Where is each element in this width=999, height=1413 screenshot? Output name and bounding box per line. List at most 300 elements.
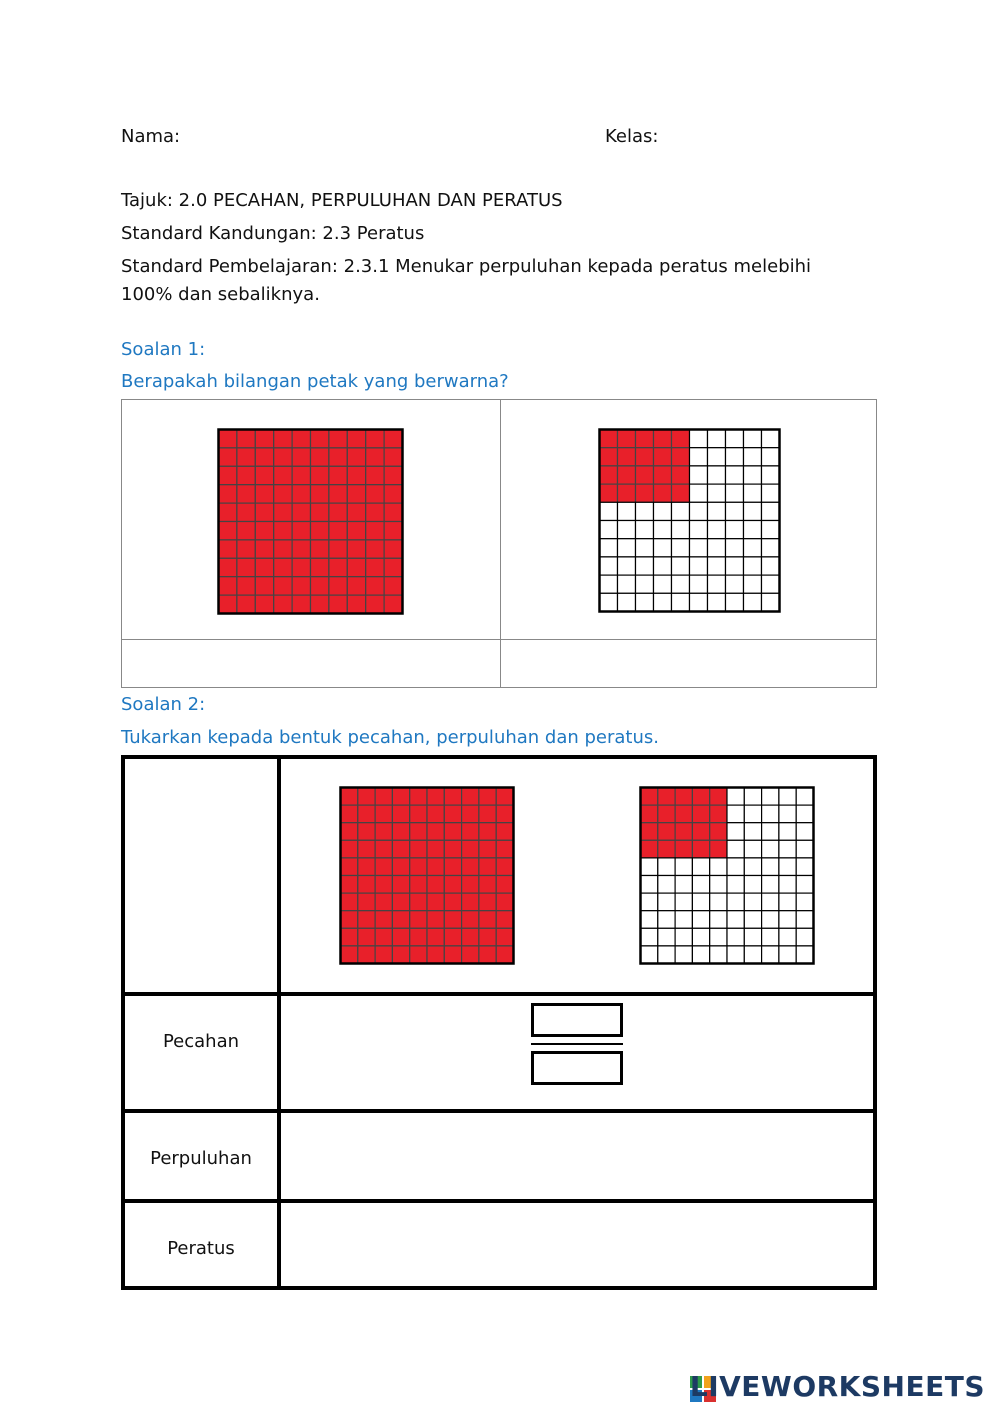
shaded-square xyxy=(311,595,329,613)
shaded-square xyxy=(255,595,273,613)
shaded-square xyxy=(462,823,479,841)
shaded-square xyxy=(636,466,654,484)
shaded-square xyxy=(274,558,292,576)
shaded-square xyxy=(392,911,409,929)
question1-title: Soalan 1: xyxy=(121,339,206,360)
shaded-square xyxy=(479,946,496,964)
shaded-square xyxy=(292,595,310,613)
empty-square xyxy=(779,928,796,946)
shaded-square xyxy=(392,805,409,823)
shaded-square xyxy=(462,840,479,858)
empty-square xyxy=(675,876,692,894)
shaded-square xyxy=(255,522,273,540)
shaded-square xyxy=(375,840,392,858)
empty-square xyxy=(779,946,796,964)
empty-square xyxy=(744,466,762,484)
empty-square xyxy=(690,521,708,539)
shaded-square xyxy=(311,485,329,503)
shaded-square xyxy=(496,946,513,964)
shaded-square xyxy=(255,485,273,503)
shaded-square xyxy=(358,840,375,858)
shaded-square xyxy=(341,788,358,806)
empty-square xyxy=(727,946,744,964)
empty-square xyxy=(618,575,636,593)
shaded-square xyxy=(496,788,513,806)
shaded-square xyxy=(672,448,690,466)
shaded-square xyxy=(274,448,292,466)
shaded-square xyxy=(427,840,444,858)
row-label-peratus: Peratus xyxy=(167,1238,235,1259)
percent-answer-field[interactable] xyxy=(283,1207,873,1285)
empty-square xyxy=(641,946,658,964)
shaded-square xyxy=(375,876,392,894)
shaded-square xyxy=(444,788,461,806)
empty-square xyxy=(692,911,709,929)
empty-square xyxy=(726,502,744,520)
shaded-square xyxy=(479,928,496,946)
shaded-square xyxy=(384,522,402,540)
shaded-square xyxy=(237,577,255,595)
shaded-square xyxy=(237,558,255,576)
empty-square xyxy=(672,575,690,593)
empty-square xyxy=(762,593,780,611)
shaded-square xyxy=(255,558,273,576)
empty-square xyxy=(762,557,780,575)
shaded-square xyxy=(358,911,375,929)
empty-square xyxy=(692,893,709,911)
shaded-square xyxy=(347,577,365,595)
empty-square xyxy=(672,502,690,520)
empty-square xyxy=(726,521,744,539)
shaded-square xyxy=(462,788,479,806)
shaded-square xyxy=(479,788,496,806)
shaded-square xyxy=(274,540,292,558)
shaded-square xyxy=(329,503,347,521)
empty-square xyxy=(600,502,618,520)
shaded-square xyxy=(255,540,273,558)
shaded-square xyxy=(384,466,402,484)
empty-square xyxy=(796,893,813,911)
learning-standard-text: Standard Pembelajaran: 2.3.1 Menukar perpuluhan kepada peratus melebihi xyxy=(121,256,812,277)
empty-square xyxy=(796,858,813,876)
shaded-square xyxy=(710,805,727,823)
empty-square xyxy=(727,823,744,841)
empty-square xyxy=(727,788,744,806)
shaded-square xyxy=(237,540,255,558)
empty-square xyxy=(618,593,636,611)
empty-square xyxy=(708,430,726,448)
shaded-square xyxy=(219,577,237,595)
shaded-square xyxy=(392,788,409,806)
empty-square xyxy=(708,502,726,520)
empty-square xyxy=(672,593,690,611)
hundred-grid-full xyxy=(339,786,515,965)
shaded-square xyxy=(410,876,427,894)
table-divider xyxy=(125,1199,873,1203)
empty-square xyxy=(658,876,675,894)
shaded-square xyxy=(392,928,409,946)
shaded-square xyxy=(618,430,636,448)
shaded-square xyxy=(658,823,675,841)
empty-square xyxy=(796,788,813,806)
empty-square xyxy=(762,805,779,823)
shaded-square xyxy=(444,823,461,841)
shaded-square xyxy=(274,595,292,613)
shaded-square xyxy=(672,430,690,448)
empty-square xyxy=(708,539,726,557)
shaded-square xyxy=(692,805,709,823)
shaded-square xyxy=(358,788,375,806)
shaded-square xyxy=(347,558,365,576)
shaded-square xyxy=(329,485,347,503)
shaded-square xyxy=(496,805,513,823)
shaded-square xyxy=(358,928,375,946)
empty-square xyxy=(762,575,780,593)
empty-square xyxy=(654,575,672,593)
shaded-square xyxy=(341,805,358,823)
shaded-square xyxy=(641,823,658,841)
shaded-square xyxy=(496,928,513,946)
shaded-square xyxy=(444,893,461,911)
empty-square xyxy=(744,593,762,611)
shaded-square xyxy=(358,823,375,841)
shaded-square xyxy=(341,858,358,876)
empty-square xyxy=(690,430,708,448)
shaded-square xyxy=(427,788,444,806)
empty-square xyxy=(727,911,744,929)
shaded-square xyxy=(375,858,392,876)
topic-text: Tajuk: 2.0 PECAHAN, PERPULUHAN DAN PERATUS xyxy=(121,190,563,211)
shaded-square xyxy=(219,485,237,503)
shaded-square xyxy=(462,946,479,964)
question1-table xyxy=(121,399,877,688)
answer-field-2[interactable] xyxy=(503,642,875,686)
shaded-square xyxy=(692,788,709,806)
empty-square xyxy=(726,466,744,484)
empty-square xyxy=(762,448,780,466)
shaded-square xyxy=(341,928,358,946)
empty-square xyxy=(672,539,690,557)
shaded-square xyxy=(462,928,479,946)
shaded-square xyxy=(347,595,365,613)
empty-square xyxy=(744,788,761,806)
shaded-square xyxy=(292,540,310,558)
empty-square xyxy=(762,876,779,894)
shaded-square xyxy=(347,503,365,521)
empty-square xyxy=(658,858,675,876)
shaded-square xyxy=(274,577,292,595)
shaded-square xyxy=(358,876,375,894)
empty-square xyxy=(658,946,675,964)
shaded-square xyxy=(479,876,496,894)
empty-square xyxy=(618,539,636,557)
shaded-square xyxy=(462,876,479,894)
empty-square xyxy=(727,858,744,876)
shaded-square xyxy=(311,503,329,521)
shaded-square xyxy=(618,484,636,502)
shaded-square xyxy=(392,840,409,858)
empty-square xyxy=(710,946,727,964)
shaded-square xyxy=(462,911,479,929)
shaded-square xyxy=(219,540,237,558)
shaded-square xyxy=(341,946,358,964)
shaded-square xyxy=(641,840,658,858)
hundred-grid-partial xyxy=(639,786,815,965)
shaded-square xyxy=(392,876,409,894)
shaded-square xyxy=(375,946,392,964)
shaded-square xyxy=(347,540,365,558)
shaded-square xyxy=(444,805,461,823)
shaded-square xyxy=(366,430,384,448)
empty-square xyxy=(762,539,780,557)
shaded-square xyxy=(636,430,654,448)
shaded-square xyxy=(255,466,273,484)
shaded-square xyxy=(654,484,672,502)
shaded-square xyxy=(658,805,675,823)
shaded-square xyxy=(618,466,636,484)
empty-square xyxy=(654,502,672,520)
empty-square xyxy=(658,893,675,911)
shaded-square xyxy=(358,946,375,964)
empty-square xyxy=(744,928,761,946)
empty-square xyxy=(727,893,744,911)
empty-square xyxy=(744,911,761,929)
shaded-square xyxy=(392,946,409,964)
shaded-square xyxy=(658,840,675,858)
shaded-square xyxy=(366,503,384,521)
empty-square xyxy=(690,502,708,520)
shaded-square xyxy=(410,946,427,964)
shaded-square xyxy=(311,430,329,448)
shaded-square xyxy=(219,430,237,448)
shaded-square xyxy=(427,876,444,894)
empty-square xyxy=(692,876,709,894)
shaded-square xyxy=(255,448,273,466)
empty-square xyxy=(675,893,692,911)
empty-square xyxy=(796,876,813,894)
shaded-square xyxy=(444,876,461,894)
shaded-square xyxy=(347,430,365,448)
table-divider xyxy=(125,1109,873,1113)
empty-square xyxy=(675,858,692,876)
question2-prompt: Tukarkan kepada bentuk pecahan, perpuluhan dan peratus. xyxy=(121,727,659,748)
empty-square xyxy=(600,539,618,557)
empty-square xyxy=(675,928,692,946)
shaded-square xyxy=(255,577,273,595)
empty-square xyxy=(762,430,780,448)
shaded-square xyxy=(219,558,237,576)
empty-square xyxy=(762,946,779,964)
shaded-square xyxy=(219,466,237,484)
empty-square xyxy=(708,575,726,593)
shaded-square xyxy=(496,911,513,929)
shaded-square xyxy=(427,946,444,964)
empty-square xyxy=(600,521,618,539)
empty-square xyxy=(636,521,654,539)
shaded-square xyxy=(462,893,479,911)
empty-square xyxy=(779,823,796,841)
shaded-square xyxy=(219,448,237,466)
shaded-square xyxy=(600,466,618,484)
shaded-square xyxy=(427,823,444,841)
hundred-grid-partial xyxy=(598,428,781,613)
denominator-input[interactable] xyxy=(531,1051,623,1085)
shaded-square xyxy=(219,595,237,613)
shaded-square xyxy=(292,558,310,576)
empty-square xyxy=(762,484,780,502)
shaded-square xyxy=(479,858,496,876)
empty-square xyxy=(744,946,761,964)
shaded-square xyxy=(375,928,392,946)
shaded-square xyxy=(366,577,384,595)
empty-square xyxy=(762,858,779,876)
empty-square xyxy=(710,858,727,876)
shaded-square xyxy=(710,840,727,858)
empty-square xyxy=(692,946,709,964)
shaded-square xyxy=(410,893,427,911)
empty-square xyxy=(796,840,813,858)
shaded-square xyxy=(654,448,672,466)
shaded-square xyxy=(375,788,392,806)
empty-square xyxy=(690,466,708,484)
empty-square xyxy=(727,840,744,858)
shaded-square xyxy=(410,911,427,929)
shaded-square xyxy=(341,911,358,929)
shaded-square xyxy=(496,893,513,911)
shaded-square xyxy=(311,540,329,558)
shaded-square xyxy=(347,522,365,540)
shaded-square xyxy=(274,522,292,540)
shaded-square xyxy=(675,840,692,858)
shaded-square xyxy=(658,788,675,806)
shaded-square xyxy=(237,522,255,540)
empty-square xyxy=(636,557,654,575)
shaded-square xyxy=(255,430,273,448)
shaded-square xyxy=(384,577,402,595)
shaded-square xyxy=(237,485,255,503)
empty-square xyxy=(726,484,744,502)
empty-square xyxy=(654,557,672,575)
empty-square xyxy=(708,593,726,611)
empty-square xyxy=(796,928,813,946)
shaded-square xyxy=(496,823,513,841)
empty-square xyxy=(726,593,744,611)
shaded-square xyxy=(366,595,384,613)
empty-square xyxy=(744,805,761,823)
shaded-square xyxy=(366,540,384,558)
shaded-square xyxy=(366,485,384,503)
numerator-input[interactable] xyxy=(531,1003,623,1037)
empty-square xyxy=(641,858,658,876)
shaded-square xyxy=(237,595,255,613)
shaded-square xyxy=(274,485,292,503)
empty-square xyxy=(690,593,708,611)
empty-square xyxy=(762,823,779,841)
empty-square xyxy=(779,876,796,894)
shaded-square xyxy=(375,911,392,929)
shaded-square xyxy=(329,430,347,448)
shaded-square xyxy=(292,430,310,448)
empty-square xyxy=(672,557,690,575)
empty-square xyxy=(762,466,780,484)
empty-square xyxy=(708,521,726,539)
shaded-square xyxy=(410,928,427,946)
shaded-square xyxy=(427,858,444,876)
empty-square xyxy=(636,502,654,520)
shaded-square xyxy=(462,858,479,876)
empty-square xyxy=(618,521,636,539)
empty-square xyxy=(744,557,762,575)
empty-square xyxy=(708,557,726,575)
empty-square xyxy=(796,946,813,964)
empty-square xyxy=(727,876,744,894)
shaded-square xyxy=(292,466,310,484)
shaded-square xyxy=(384,595,402,613)
empty-square xyxy=(762,521,780,539)
shaded-square xyxy=(311,577,329,595)
shaded-square xyxy=(675,823,692,841)
shaded-square xyxy=(427,805,444,823)
shaded-square xyxy=(237,466,255,484)
shaded-square xyxy=(600,484,618,502)
answer-field-1[interactable] xyxy=(124,642,496,686)
empty-square xyxy=(726,448,744,466)
shaded-square xyxy=(479,840,496,858)
name-label: Nama: xyxy=(121,126,181,147)
shaded-square xyxy=(636,484,654,502)
shaded-square xyxy=(710,823,727,841)
decimal-answer-field[interactable] xyxy=(283,1117,873,1195)
shaded-square xyxy=(444,911,461,929)
empty-square xyxy=(762,928,779,946)
empty-square xyxy=(672,521,690,539)
shaded-square xyxy=(329,466,347,484)
empty-square xyxy=(710,928,727,946)
shaded-square xyxy=(444,840,461,858)
row-label-perpuluhan: Perpuluhan xyxy=(150,1148,252,1169)
shaded-square xyxy=(358,805,375,823)
empty-square xyxy=(779,858,796,876)
empty-square xyxy=(796,823,813,841)
shaded-square xyxy=(410,823,427,841)
empty-square xyxy=(762,788,779,806)
shaded-square xyxy=(329,558,347,576)
empty-square xyxy=(744,823,761,841)
empty-square xyxy=(692,858,709,876)
shaded-square xyxy=(410,788,427,806)
table-divider xyxy=(122,639,876,640)
empty-square xyxy=(641,911,658,929)
empty-square xyxy=(744,539,762,557)
empty-square xyxy=(708,484,726,502)
shaded-square xyxy=(710,788,727,806)
shaded-square xyxy=(255,503,273,521)
shaded-square xyxy=(496,858,513,876)
shaded-square xyxy=(329,448,347,466)
shaded-square xyxy=(329,522,347,540)
empty-square xyxy=(727,805,744,823)
shaded-square xyxy=(329,595,347,613)
learning-standard-text-cont: 100% dan sebaliknya. xyxy=(121,284,320,305)
empty-square xyxy=(675,946,692,964)
shaded-square xyxy=(444,946,461,964)
shaded-square xyxy=(410,858,427,876)
shaded-square xyxy=(237,448,255,466)
empty-square xyxy=(690,484,708,502)
shaded-square xyxy=(392,858,409,876)
empty-square xyxy=(641,893,658,911)
shaded-square xyxy=(675,788,692,806)
